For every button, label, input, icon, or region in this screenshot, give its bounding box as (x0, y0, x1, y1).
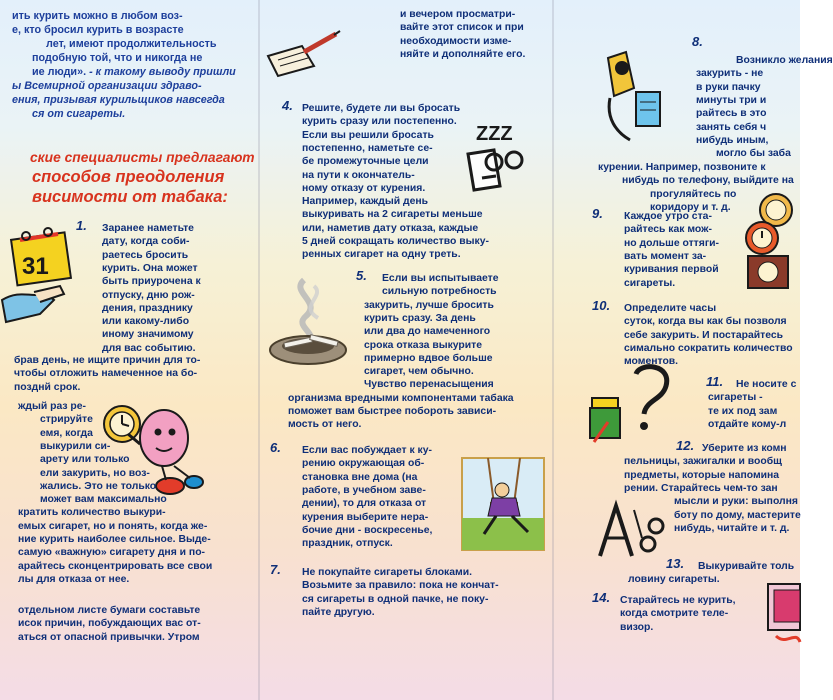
tools-illustration (594, 496, 666, 566)
section-heading-line: способов преодоления (32, 168, 225, 186)
phone-person-illustration (596, 48, 664, 146)
section-heading-line: ские специалисты предлагают (30, 150, 255, 165)
item-number: 4. (282, 98, 293, 113)
item-number: 13. (666, 556, 685, 571)
intro-line: ы Всемирной организации здраво- (12, 80, 202, 92)
list-pen-illustration (262, 28, 342, 78)
zzz-text: ZZZ (476, 123, 513, 145)
intro-line: ить курить можно в любом воз- (12, 10, 183, 22)
section-heading-line: висимости от табака: (32, 188, 228, 206)
calendar-hand-illustration (0, 222, 74, 340)
item-number: 1. (76, 218, 87, 233)
leaflet-page: ить курить можно в любом воз- е, кто бросил курить в возрасте лет, имеют продолжительность подобную той, что и никогда не ие люди». - к такому выводу пришли ы Всемирной организации здраво- ения, призывая курильщиков навсегда ся от сигареты. ские специалисты предлагают способов преодоления висимости от табака: 31 1. Заранее наметьте дату, когда соби- раетесь бросить курить. Она может быть приурочена к отпуску, дню рож- дения, празднику или какому-либо иному значимому для вас событию. брав день, не ищите причин для то- чтобы отложить намеченное на бо- позднй срок. ждый раз ре- стрируйте емя, когда выкурили си- арету или только ели закурить, но воз- жались. Это не только может вам максимально кратить количество выкури- емых сигарет, но и понять, когда же- ние курить наиболее сильное. Выде- самую «важную» сигарету дня и по- арайтесь сконцентрировать все свои лы для отказа от нее. отдельном листе бумаги составьте исок причин, побуждающих вас от- аться от опасной привычки. Утром и вечером просматри- вайте этот список и при необходимости изме- няйте и дополняйте его. 4. Решите, будете ли вы бросать курить сразу или постепенно. Если вы решили бросать постепенно, наметьте се- бе промежуточные цели на пути к окончатель- ному отказу от курения. Например, каждый день выкуривать на 2 сигареты меньше или, наметив дату отказа, каждые 5 дней сокращать количество выку- ренных сигарет на одну треть. ZZZ 5. Если вы испытываете сильную потребность закурить, лучше бросить курить сразу. За день или два до намеченного срока отказа выкурите примерно вдвое больше сигарет, чем обычно. Чувство перенасыщения организма вредными компонентами табака поможет вам быстрее побороть зависи- мость от него. 6. Если вас побуждает к ку- рению окружающая об- становка вне дома (на работе, в учебном заве- дении), то для отказа от курения выберите нера- бочие дни - воскресенье, праздник, отпуск. 7. Не покупайте сигареты блоками. Возьмите за правило: пока не кончат- ся сигареты в одной пачке, не поку- пайте другую. 8. Возникло желания закурить - не в руки пачку минуты три и райтесь в это занять себя ч нибудь иным, могло бы заба курении. Например, позвоните к нибудь по телефону, выйдите на прогуляйтесь по коридору и т. д. 9. Каждое утро ста- райтесь как мож- но дольше оттяги- вать момент за- куривания первой сигареты. 10. Определите часы суток, когда вы как бы позволя себе закурить. И постарайтесь симально сократить количество моментов. 11. Не носите с сигареты - те их под зам отдайте кому-л 12. Уберите из комн пельницы, зажигалки и вообщ предметы, которые напомина рении. Старайтесь чем-то зан мысли и руки: выполня боту по дому, мастерите нибудь, читайте и т. д. 13. Выкуривайте толь ловину сигареты. 14. Старайтесь не курить, когда смотрите теле- визор. (0, 0, 800, 700)
fold-line-right (552, 0, 554, 700)
sleepy-face-illustration (460, 120, 536, 198)
item-number: 6. (270, 440, 281, 455)
item-number: 12. (676, 438, 695, 453)
item-number: 14. (592, 590, 611, 605)
intro-line: лет, имеют продолжительность (46, 38, 217, 50)
item-number: 7. (270, 562, 281, 577)
fold-line-left (258, 0, 260, 700)
clocks-illustration (738, 186, 800, 294)
intro-line: е, кто бросил курить в возрасте (12, 24, 184, 36)
ashtray-illustration (264, 272, 356, 372)
question-box-illustration (586, 364, 690, 446)
calendar-date: 31 (22, 253, 49, 280)
item-number: 8. (692, 34, 703, 49)
intro-line: подобную той, что и никогда не (32, 52, 203, 64)
swing-illustration (458, 454, 548, 554)
item-number: 9. (592, 206, 603, 221)
tv-illustration (766, 580, 800, 648)
intro-line: ие люди». - к такому выводу пришли (32, 66, 236, 78)
item-number: 5. (356, 268, 367, 283)
intro-line: ения, призывая курильщиков навсегда (12, 94, 225, 106)
intro-line: ся от сигареты. (32, 108, 126, 120)
item-number: 11. (706, 374, 724, 389)
item-number: 10. (592, 298, 611, 313)
